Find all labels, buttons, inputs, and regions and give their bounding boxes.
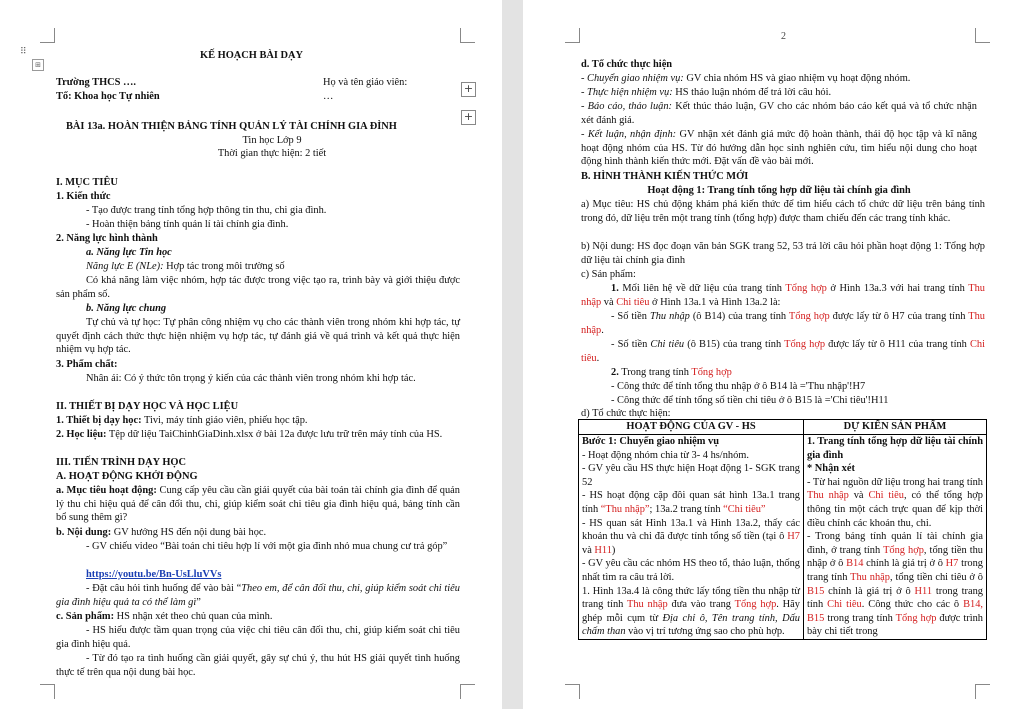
text: được lấy từ ô H7 của trang tính [829,311,969,322]
duration: Thời gian thực hiện: 2 tiết [217,148,327,159]
text: GV hướng HS đến nội dung bài học. [111,527,267,538]
paragraph [56,428,460,442]
paragraph [581,338,985,365]
highlight: Chi tiêu [868,490,904,502]
cell-heading: 1. Trang tính tổng hợp dữ liệu tài chính gia đình [807,436,983,461]
highlight: Chi tiêu [827,599,862,611]
page-gap [502,0,523,709]
formula-line: - Công thức để tính tổng số tiền chi tiêu ở ô B15 là ='Chi tiêu'!H11 [611,395,889,406]
section-heading: A. HOẠT ĐỘNG KHỞI ĐỘNG [56,471,198,482]
subsection-heading: 3. Phẩm chất: [56,359,118,370]
highlight: Chi tiêu [581,339,985,364]
paragraph: d) Tổ chức thực hiện: [581,408,671,419]
highlight: Tổng hợp [784,339,826,350]
text: . Hãy ghép mỗi cụm từ [582,599,800,624]
highlight: Tổng hợp [788,311,830,322]
list-item: - Hoàn thiện bảng tính quản lí tài chính gia đình. [86,219,289,230]
subsection-heading: 1. Kiến thức [56,191,111,202]
highlight: H11 [594,544,612,556]
bold-label: c. Sản phẩm: [56,611,115,622]
text: - Đặt câu hỏi tình huống để vào bài “ [86,583,242,594]
text: đưa vào trang [667,599,735,611]
highlight: Thu nhập [581,283,985,308]
paragraph: b) Nội dung: HS đọc đoạn văn bản SGK trang 52, 53 trả lời câu hỏi phần hoạt động 1: Tổng hợp dữ liệu tài chính gia đình [581,241,985,266]
text: Kết thúc thảo luận, GV cho các nhóm báo cáo kết quả và tổ chức nhận xét đánh giá. [581,101,977,126]
group-name: Tổ: Khoa học Tự nhiên [56,91,160,102]
subject: Tin học Lớp 9 [242,135,302,146]
table-plus-icon[interactable]: + [461,110,476,125]
text: Hợp tác trong môi trường số [163,261,285,272]
text: Tệp dữ liệu TaiChinhGiaDinh.xlsx ở bài 12a được lưu trữ trên máy tính của HS. [106,429,443,440]
highlight: H7 [945,558,959,570]
activity-heading: Hoạt động 1: Trang tính tổng hợp dữ liệu tài chính gia đình [647,185,911,196]
bold-label: 2. Học liệu: [56,429,107,440]
text: chính là giá trị ở ô [824,585,915,597]
highlight: B15 [807,585,825,597]
text: ) [611,544,616,556]
paragraph [56,610,272,624]
section-heading: III. TIẾN TRÌNH DẠY HỌC [56,457,187,468]
highlight: Thu nhập [850,571,890,583]
highlight: Tổng hợp [895,612,937,624]
paragraph: - Từ đó tạo ra tình huống cần giải quyết, gây sự chú ý, thu hút HS giải quyết tình huống thực tế trên qua nội dung bài học. [56,653,460,678]
text: - Số tiền [611,339,651,350]
paragraph [581,128,977,169]
text: - HS hoạt động cặp đôi quan sát hình 13a.1 trang tính [582,490,800,515]
text: (ô B14) của trang tính [689,311,789,322]
paragraph [581,282,985,309]
section-heading: I. MỤC TIÊU [56,177,118,188]
italic-text: Theo em, để cân đối thu, chi, giúp kiểm soát chi tiêu gia đình hiệu quả ta có thể làm gì [56,583,460,608]
table-select-icon[interactable]: ⊞ [32,59,44,71]
subsection-heading: 2. Năng lực hình thành [56,233,158,244]
subsection-heading: a. Năng lực Tin học [86,247,172,258]
text: Tivi, máy tính giáo viên, phiếu học tập. [141,415,308,426]
text: - Từ hai nguồn dữ liệu trong hai trang tính [807,476,983,488]
text: Trong trang tính [618,367,692,378]
activity-table [578,419,987,640]
text: chính là giá trị ở ô [863,558,946,570]
list-item: - Tạo được trang tính tổng hợp thông tin thu, chi gia đình. [86,205,327,216]
italic-text: Thu nhập [649,311,690,322]
cell-line: - Hoạt động nhóm chia từ 3- 4 hs/nhóm. [582,449,749,461]
table-row [579,435,987,640]
highlight: Thu nhập [807,490,849,502]
number: 1. [611,283,619,294]
paragraph [56,484,460,525]
paragraph: - GV chiếu video “Bài toán chi tiêu hợp lí với một gia đình nhỏ mua chung cư trả góp” [86,541,448,552]
text: GV nhận xét đánh giá mức độ hoàn thành, thái độ học tập và kĩ năng hoạt động nhóm của HS. Từ đó hướng dẫn học sinh nghiên cứu, tìm hiểu nội dung cho hoạt động hình thành kiến thức mới. Đặt vấn đề vào bài mới. [581,129,977,168]
bold-label: a. Mục tiêu hoạt động: [56,485,157,496]
table-header-row [579,420,987,435]
highlight: Tổng hợp [734,599,777,611]
formula-line: - Công thức để tính tổng thu nhập ở ô B14 là ='Thu nhập'!H7 [611,381,866,392]
text: , tổng tiền chi tiêu ở ô [889,571,983,583]
highlight: Tổng hợp [883,544,924,556]
video-link[interactable]: https://youtu.be/Bn-UsLluVVs [86,569,222,580]
paragraph: c) Sản phẩm: [581,269,636,280]
highlight: Tổng hợp [785,283,827,294]
text: và [848,490,869,502]
margin-corner-bottom-left [40,684,55,699]
margin-corner-bottom-left [565,684,580,699]
highlight: Thu nhập [581,311,985,336]
text: - HS quan sát Hình 13a.1 và Hình 13a.2, thấy các khoản thu và chi đã được tính tổng số tiền (tại ô [582,517,800,543]
page-title: KẾ HOẠCH BÀI DẠY [200,50,304,61]
cell-line [582,585,800,639]
italic-label: - Chuyển giao nhiệm vụ: [581,73,684,84]
text: (ô B15) của trang tính [684,339,785,350]
section-heading: B. HÌNH THÀNH KIẾN THỨC MỚI [581,171,749,182]
bold-label: 1. Thiết bị dạy học: [56,415,142,426]
paragraph: a) Mục tiêu: HS chủ động khám phá kiến thức để tìm hiểu cách tổ chức dữ liệu trên bảng tính trong đó, dữ liệu trên một trang tính (tổng hợp) được tham chiếu đến các trang tính khác. [581,199,985,224]
table-plus-icon[interactable]: + [461,82,476,97]
table-cell-activity [579,435,804,640]
text: và [582,544,595,556]
highlight: Chi tiêu [616,296,650,308]
margin-corner-bottom-right [460,684,475,699]
italic-text: Chi tiêu [650,339,685,350]
text: , tổng tiền thu nhập ở ô [807,544,983,570]
subsection-heading: b. Năng lực chung [86,303,167,314]
text: ” [196,596,201,608]
document-page-2 [523,0,1017,709]
italic-text: Địa chỉ ô, Tên trang tính, Dấu chấm than [582,612,800,638]
text: Cung cấp yêu cầu cần giải quyết của bài toán tài chính gia đình để quản lý thu chi hiệu quả để cân đối thu, chi, giúp kiểm soát chi tiêu gia đình hiệu quả, bảng tính cần bổ sung thêm gì? [56,485,460,524]
text: . Công thức cho các ô [861,599,964,611]
text: được lấy từ ô H11 của trang tính [825,339,970,350]
subsection-heading: d. Tổ chức thực hiện [581,59,673,70]
paragraph [581,72,910,86]
cell-line [582,517,800,558]
text: ở Hình 13a.3 với hai trang tính [826,283,969,294]
paragraph [581,86,831,100]
paragraph [86,260,285,274]
text: trong trang tính [807,585,984,611]
margin-corner-top-right [460,28,475,43]
highlight: Tổng hợp [691,367,732,378]
cell-subheading: * Nhận xét [807,463,855,475]
paragraph [56,526,266,540]
paragraph [581,100,977,127]
teacher-name-dots: … [323,91,334,102]
highlight: B14, B15 [807,599,984,624]
highlight: H11 [914,585,933,597]
table-cell-product [804,435,987,640]
school-name: Trường THCS …. [56,77,137,88]
cell-line: - GV yêu cầu các nhóm HS theo tổ, thảo luận, thống nhất tìm ra câu trả lời. [582,558,800,583]
cell-line [807,530,983,639]
margin-corner-top-left [565,28,580,43]
margin-corner-top-right [975,28,990,43]
italic-label: - Báo cáo, thảo luận: [581,101,672,112]
paragraph: Có khả năng làm việc nhóm, hợp tác được trong việc tạo ra, trình bày và giới thiệu được sản phẩm số. [56,275,460,300]
text: HS thảo luận nhóm để trả lời câu hỏi. [672,87,832,98]
text: và [601,296,617,308]
page-number: 2 [781,31,786,42]
italic-label: - Thực hiện nhiệm vụ: [581,87,673,98]
paragraph: Nhân ái: Có ý thức tôn trọng ý kiến của các thành viên trong nhóm khi hợp tác. [86,373,416,384]
paragraph: Tự chủ và tự học: Tự phân công nhiệm vụ cho các thành viên trong nhóm khi hợp tác, tự quyết định cách thức thực hiện nhiệm vụ hợp tác, tự đánh giá về quá trình và kết quả thực hiện nhiệm vụ hợp tác. [56,317,460,356]
highlight: Thu nhập [626,599,668,611]
lesson-title: BÀI 13a. HOÀN THIỆN BẢNG TÍNH QUẢN LÝ TÀI CHÍNH GIA ĐÌNH [66,121,397,132]
paragraph [56,414,308,428]
italic-label: - Kết luận, nhận định: [581,129,677,140]
italic-label: Năng lực E (NLe): [86,261,164,272]
margin-corner-bottom-right [975,684,990,699]
cell-line [582,489,800,516]
text: ; 13a.2 trang tính [649,503,724,515]
text: được trình bày chi tiết trong [807,612,983,638]
text: , có thể tổng hợp thông tin một cách trực quan để kịp thời điều chỉnh các khoản thu, chi. [807,490,983,529]
table-move-handle-icon[interactable]: ⠿ [20,47,27,57]
document-page-1 [0,0,502,709]
text: ở Hình 13a.1 và Hình 13a.2 là: [649,296,781,308]
teacher-label: Họ và tên giáo viên: [323,77,408,88]
highlight: “Chi tiêu” [723,503,766,515]
table-header-cell: HOẠT ĐỘNG CỦA GV - HS [579,420,804,435]
text: 1. Hình 13a.4 là công thức lấy tổng tiền thu nhập từ trang tính [582,585,800,611]
cell-line: - GV yêu cầu HS thực hiện Hoạt động 1- SGK trang 52 [582,463,800,488]
paragraph [581,310,985,337]
table-header-cell: DỰ KIẾN SẢN PHẨM [804,420,987,435]
text: . [601,324,604,336]
highlight: B14 [846,558,864,570]
paragraph [611,366,732,380]
text: vào vị trí tương ứng sao cho phù hợp. [625,626,785,638]
text: HS nhận xét theo chủ quan của mình. [114,611,273,622]
text: GV chia nhóm HS và giao nhiệm vụ hoạt động nhóm. [683,73,911,84]
number: 2. [611,367,619,378]
bold-label: b. Nội dung: [56,527,112,538]
highlight: H7 [787,531,800,543]
cell-heading: Bước 1: Chuyển giao nhiệm vụ [582,436,719,447]
text: trong trang tính [824,612,896,624]
text: - Trong bảng tính quản lí tài chính gia đình, ở trang tính [807,531,983,556]
cell-line [807,476,983,530]
text: - Số tiền [611,311,650,322]
paragraph: - HS hiểu được tầm quan trọng của việc chi tiêu cân đối thu, chi, giúp kiểm soát chi tiêu gia đình hiệu quả. [56,625,460,650]
text: Mối liên hệ về dữ liệu của trang tính [618,283,786,294]
text: trong trang tính [807,558,983,583]
highlight: “Thu nhập” [600,503,650,515]
text: . [596,352,600,364]
margin-corner-top-left [40,28,55,43]
paragraph [56,582,460,609]
section-heading: II. THIẾT BỊ DẠY HỌC VÀ HỌC LIỆU [56,401,239,412]
